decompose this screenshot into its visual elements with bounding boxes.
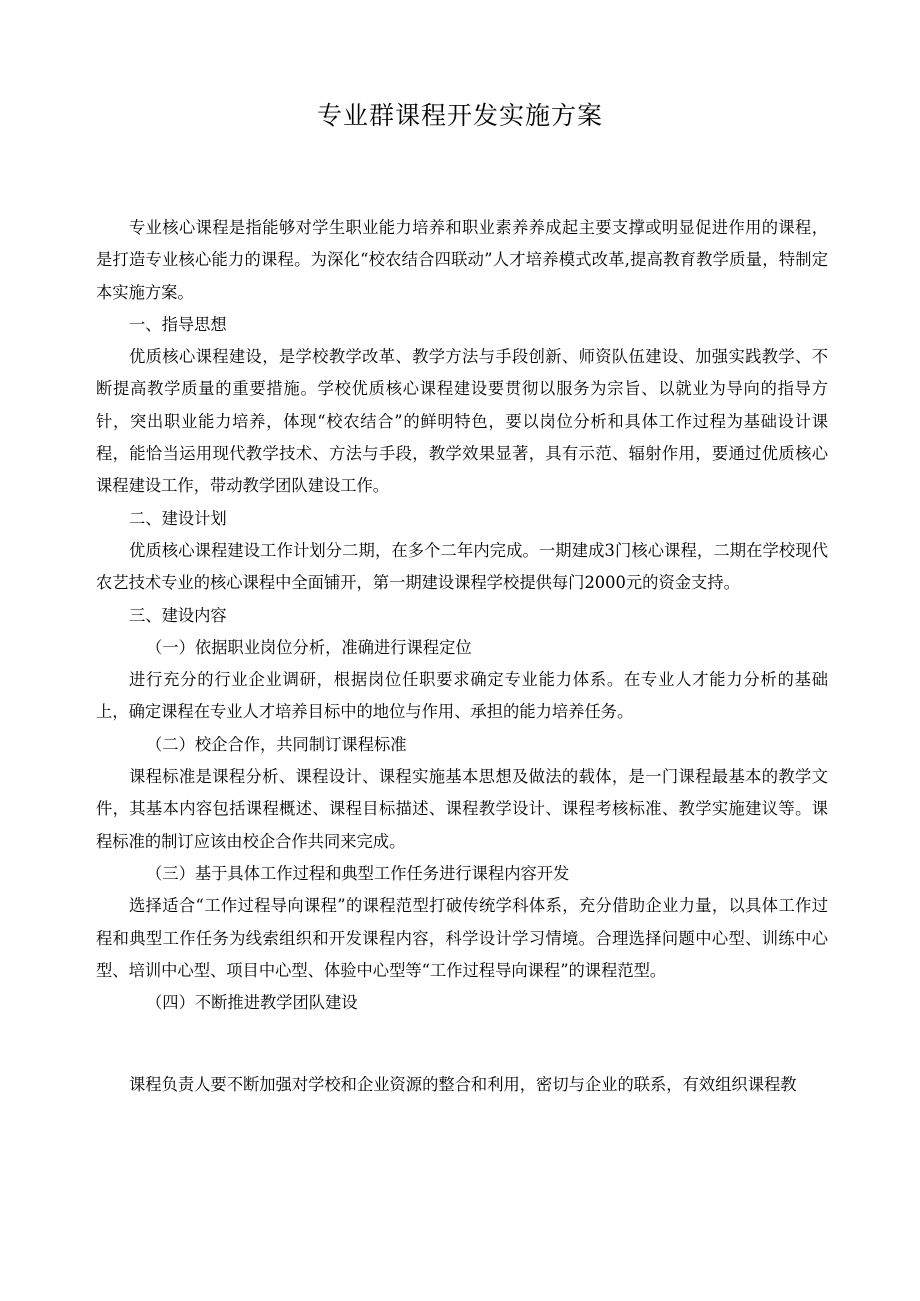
paragraph-gap (96, 1019, 828, 1069)
subsection-heading-course-positioning: （一）依据职业岗位分析，准确进行课程定位 (146, 637, 472, 657)
construction-plan-paragraph: 优质核心课程建设工作计划分二期，在多个二年内完成。一期建成3门核心课程，二期在学校现代农艺技术专业的核心课程中全面铺开，第一期建设课程学校提供每门2000元的资金支持。 (96, 540, 828, 593)
guiding-ideology-paragraph: 优质核心课程建设，是学校教学改革、教学方法与手段创新、师资队伍建设、加强实践教学、不断提高教学质量的重要措施。学校优质核心课程建设要贯彻以服务为宗旨、以就业为导向的指导方针，突出职业能力培养，体现“校农结合”的鲜明特色，要以岗位分析和具体工作过程为基础设计课程，能恰当运用现代教学技术、方法与手段，教学效果显著，具有示范、辐射作用，要通过优质核心课程建设工作，带动教学团队建设工作。 (96, 347, 828, 496)
document-title: 专业群课程开发实施方案 (316, 101, 603, 130)
intro-paragraph: 专业核心课程是指能够对学生职业能力培养和职业素养养成起主要支撑或明显促进作用的课程，是打造专业核心能力的课程。为深化“校农结合四联动”人才培养模式改革,提高教育教学质量，特制定本实施方案。 (96, 218, 828, 302)
section-heading-construction-plan: 二、建设计划 (129, 508, 227, 528)
document-body (96, 212, 828, 1102)
section-heading-construction-content: 三、建设内容 (129, 605, 227, 625)
course-positioning-paragraph: 进行充分的行业企业调研，根据岗位任职要求确定专业能力体系。在专业人才能力分析的基础上，确定课程在专业人才培养目标中的地位与作用、承担的能力培养任务。 (96, 670, 828, 722)
subsection-heading-teaching-team: （四）不断推进教学团队建设 (146, 993, 358, 1013)
content-development-paragraph: 选择适合“工作过程导向课程”的课程范型打破传统学科体系，充分借助企业力量，以具体工作过程和典型工作任务为线索组织和开发课程内容，科学设计学习情境。合理选择问题中心型、训练中心型、培训中心型、项目中心型、体验中心型等“工作过程导向课程”的课程范型。 (96, 896, 828, 980)
course-standards-paragraph: 课程标准是课程分析、课程设计、课程实施基本思想及做法的载体，是一门课程最基本的教学文件，其基本内容包括课程概述、课程目标描述、课程教学设计、课程考核标准、教学实施建议等。课程标准的制订应该由校企合作共同来完成。 (96, 767, 828, 851)
section-heading-guiding-ideology: 一、指导思想 (129, 314, 227, 334)
subsection-heading-content-development: （三）基于具体工作过程和典型工作任务进行课程内容开发 (146, 863, 570, 883)
subsection-heading-course-standards: （二）校企合作，共同制订课程标准 (146, 734, 407, 754)
teaching-team-paragraph: 课程负责人要不断加强对学校和企业资源的整合和利用，密切与企业的联系，有效组织课程教 (129, 1075, 797, 1095)
